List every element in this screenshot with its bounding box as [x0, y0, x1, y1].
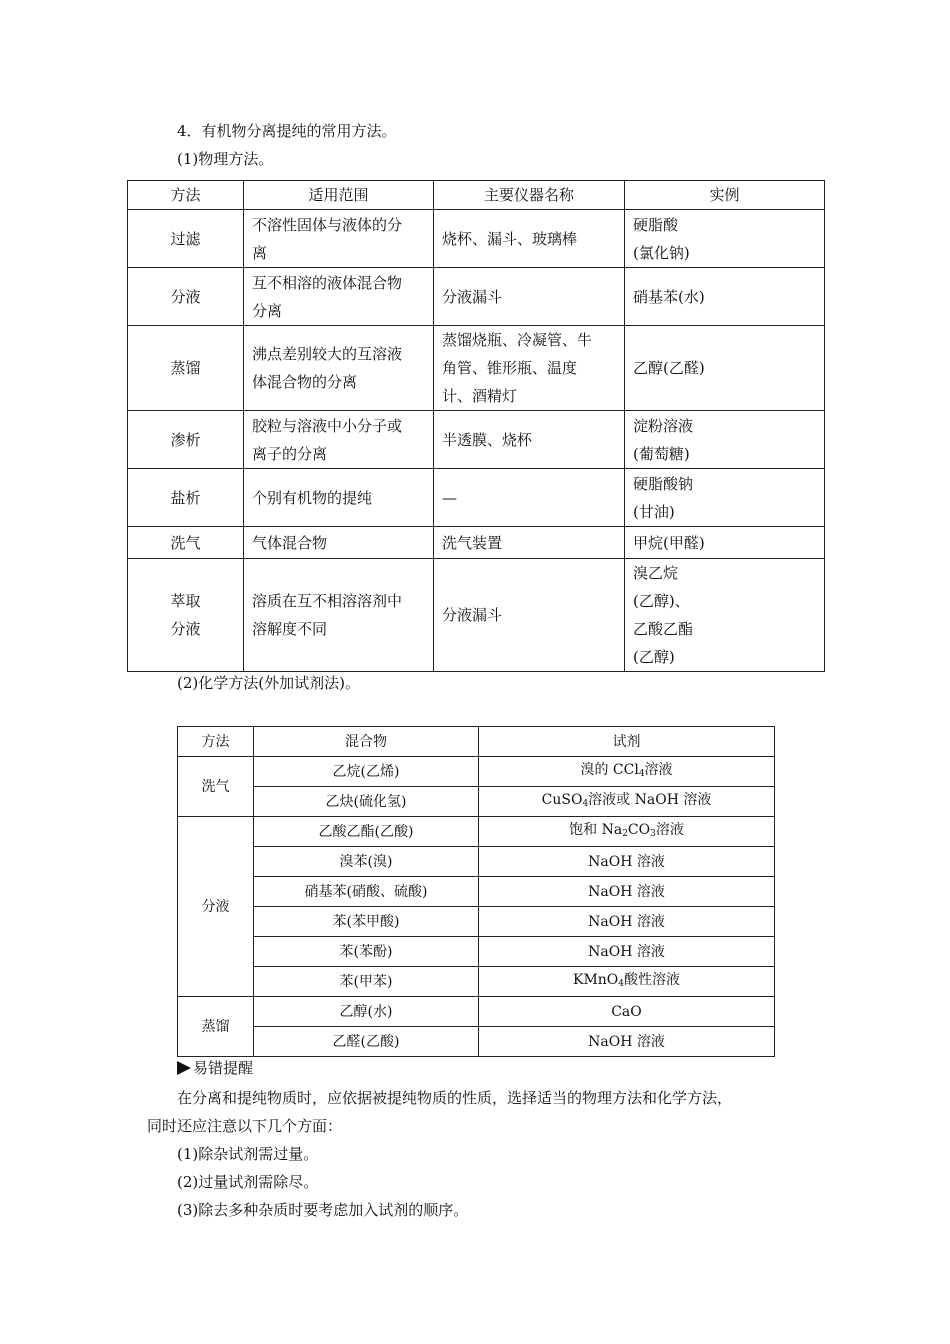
column-header: 试剂 — [479, 727, 775, 757]
scope-cell — [244, 559, 434, 672]
reagent-text: NaOH 溶液 — [588, 853, 665, 870]
reagent-cell — [479, 877, 775, 907]
example-cell — [625, 527, 825, 559]
example-line: 硬脂酸钠 — [633, 474, 694, 493]
instruments-cell — [434, 326, 625, 411]
table-row — [128, 527, 825, 559]
example-line: (乙醇) — [633, 648, 675, 666]
table-row — [178, 817, 775, 847]
reagent-text: CuSO — [541, 791, 583, 808]
table-row — [128, 326, 825, 411]
table-header-row — [128, 181, 825, 210]
example-line: (葡萄糖) — [633, 444, 690, 463]
reagent-text: 溶液或 NaOH 溶液 — [588, 791, 712, 808]
tip-heading — [177, 1057, 253, 1079]
reagent-subscript: 4 — [582, 798, 589, 809]
mixture-cell: 硝基苯(硝酸、硫酸) — [254, 877, 479, 907]
table-row — [178, 787, 775, 817]
reagent-cell — [479, 757, 775, 787]
reagent-text: 溶液 — [644, 761, 673, 778]
mixture-cell: 乙炔(硫化氢) — [254, 787, 479, 817]
scope-line: 不溶性固体与液体的分 — [252, 215, 403, 234]
reagent-subscript: 4 — [618, 978, 625, 989]
table-row — [128, 268, 825, 326]
reagent-cell — [479, 787, 775, 817]
tip-item-2: (2)过量试剂需除尽。 — [177, 1173, 319, 1191]
instruments-cell — [434, 559, 625, 672]
reagent-subscript: 3 — [650, 828, 656, 839]
instruments-line: 半透膜、烧杯 — [442, 430, 533, 449]
table-row — [178, 1027, 775, 1057]
mixture-cell: 乙酸乙酯(乙酸) — [254, 817, 479, 847]
reagent-cell — [479, 907, 775, 937]
chemical-method-title: (2)化学方法(外加试剂法)。 — [177, 674, 360, 692]
instruments-cell — [434, 469, 625, 527]
table-row — [128, 411, 825, 469]
example-line: 甲烷(甲醛) — [633, 533, 705, 552]
reagent-cell — [479, 817, 775, 847]
reagent-cell — [479, 997, 775, 1027]
section-heading: 4．有机物分离提纯的常用方法。 — [177, 122, 397, 140]
table-row — [178, 877, 775, 907]
reagent-text: NaOH 溶液 — [588, 913, 665, 930]
reagent-text: CaO — [611, 1003, 642, 1020]
example-line: 硬脂酸 — [633, 215, 679, 234]
table-row — [178, 997, 775, 1027]
instruments-line: — — [442, 488, 457, 507]
table-row — [178, 967, 775, 997]
physical-methods-table — [127, 180, 825, 672]
mixture-cell: 乙醇(水) — [254, 997, 479, 1027]
scope-line: 离子的分离 — [252, 444, 328, 463]
column-header: 实例 — [625, 181, 825, 210]
example-cell — [625, 469, 825, 527]
method-cell — [128, 559, 244, 672]
tip-item-1: (1)除杂试剂需过量。 — [177, 1145, 319, 1163]
example-line: 溴乙烷 — [633, 564, 679, 582]
table-row — [128, 210, 825, 268]
example-cell — [625, 411, 825, 469]
scope-line: 胶粒与溶液中小分子或 — [252, 416, 403, 435]
tip-item-3: (3)除去多种杂质时要考虑加入试剂的顺序。 — [177, 1201, 469, 1219]
reagent-text: NaOH 溶液 — [588, 883, 665, 900]
example-line: 硝基苯(水) — [633, 287, 705, 306]
tip-title: 易错提醒 — [193, 1059, 254, 1077]
example-line: (乙醇)、 — [633, 592, 690, 610]
reagent-cell — [479, 1027, 775, 1057]
method-line: 分液 — [170, 620, 201, 638]
scope-cell — [244, 527, 434, 559]
example-cell — [625, 210, 825, 268]
mixture-cell: 苯(苯酚) — [254, 937, 479, 967]
instruments-line: 角管、锥形瓶、温度 — [442, 359, 578, 377]
method-cell: 分液 — [178, 817, 254, 997]
reagent-subscript: 2 — [622, 828, 628, 839]
reagent-cell — [479, 937, 775, 967]
column-header: 混合物 — [254, 727, 479, 757]
scope-line: 溶质在互不相溶溶剂中 — [252, 592, 403, 610]
example-cell — [625, 326, 825, 411]
reagent-text: 酸性溶液 — [624, 971, 681, 988]
method-cell: 洗气 — [178, 757, 254, 817]
scope-line: 离 — [252, 243, 268, 262]
instruments-line: 洗气装置 — [442, 533, 503, 552]
instruments-cell — [434, 210, 625, 268]
mixture-cell: 溴苯(溴) — [254, 847, 479, 877]
mixture-cell: 苯(苯甲酸) — [254, 907, 479, 937]
reagent-text: 溴的 CCl — [580, 761, 639, 778]
column-header: 适用范围 — [244, 181, 434, 210]
instruments-line: 烧杯、漏斗、玻璃棒 — [442, 229, 578, 248]
table-row — [178, 937, 775, 967]
triangle-marker-icon — [177, 1061, 191, 1075]
scope-line: 个别有机物的提纯 — [252, 488, 373, 507]
scope-cell — [244, 469, 434, 527]
scope-cell — [244, 268, 434, 326]
chemical-methods-table — [177, 726, 775, 1057]
table-row — [178, 907, 775, 937]
instruments-line: 分液漏斗 — [442, 606, 503, 624]
scope-line: 气体混合物 — [252, 533, 328, 552]
example-line: 乙酸乙酯 — [633, 620, 694, 638]
table-row — [128, 469, 825, 527]
reagent-text: 溶液 — [655, 821, 684, 838]
scope-line: 溶解度不同 — [252, 620, 328, 638]
scope-line: 沸点差别较大的互溶液 — [252, 345, 403, 363]
method-cell: 蒸馏 — [128, 326, 244, 411]
method-cell: 盐析 — [128, 469, 244, 527]
example-line: 乙醇(乙醛) — [633, 359, 705, 377]
reagent-text: NaOH 溶液 — [588, 1033, 665, 1050]
physical-method-title: (1)物理方法。 — [177, 150, 274, 168]
method-line: 萃取 — [170, 592, 201, 610]
tip-paragraph-line-2: 同时还应注意以下几个方面： — [147, 1117, 343, 1135]
instruments-line: 蒸馏烧瓶、冷凝管、牛 — [442, 331, 593, 349]
instruments-cell — [434, 411, 625, 469]
instruments-cell — [434, 268, 625, 326]
method-cell: 过滤 — [128, 210, 244, 268]
scope-line: 体混合物的分离 — [252, 373, 358, 391]
column-header: 主要仪器名称 — [434, 181, 625, 210]
scope-cell — [244, 210, 434, 268]
column-header: 方法 — [128, 181, 244, 210]
reagent-text: CO — [627, 821, 651, 838]
mixture-cell: 乙烷(乙烯) — [254, 757, 479, 787]
column-header: 方法 — [178, 727, 254, 757]
instruments-line: 计、酒精灯 — [442, 387, 518, 405]
method-cell: 渗析 — [128, 411, 244, 469]
tip-paragraph-line-1: 在分离和提纯物质时，应依据被提纯物质的性质，选择适当的物理方法和化学方法， — [177, 1089, 733, 1107]
table-row — [128, 559, 825, 672]
reagent-subscript: 4 — [638, 768, 645, 779]
table-header-row — [178, 727, 775, 757]
example-cell — [625, 559, 825, 672]
example-line: (甘油) — [633, 502, 675, 521]
mixture-cell: 苯(甲苯) — [254, 967, 479, 997]
table-row — [178, 757, 775, 787]
example-cell — [625, 268, 825, 326]
scope-cell — [244, 326, 434, 411]
instruments-cell — [434, 527, 625, 559]
method-cell: 洗气 — [128, 527, 244, 559]
reagent-cell — [479, 847, 775, 877]
scope-cell — [244, 411, 434, 469]
instruments-line: 分液漏斗 — [442, 287, 503, 306]
table-row — [178, 847, 775, 877]
scope-line: 互不相溶的液体混合物 — [252, 273, 403, 292]
method-cell: 蒸馏 — [178, 997, 254, 1057]
mixture-cell: 乙醛(乙酸) — [254, 1027, 479, 1057]
reagent-text: KMnO — [572, 971, 619, 988]
example-line: (氯化钠) — [633, 243, 690, 262]
reagent-text: NaOH 溶液 — [588, 943, 665, 960]
method-cell: 分液 — [128, 268, 244, 326]
reagent-cell — [479, 967, 775, 997]
example-line: 淀粉溶液 — [633, 416, 694, 435]
reagent-text: 饱和 Na — [569, 821, 623, 838]
scope-line: 分离 — [252, 301, 283, 320]
